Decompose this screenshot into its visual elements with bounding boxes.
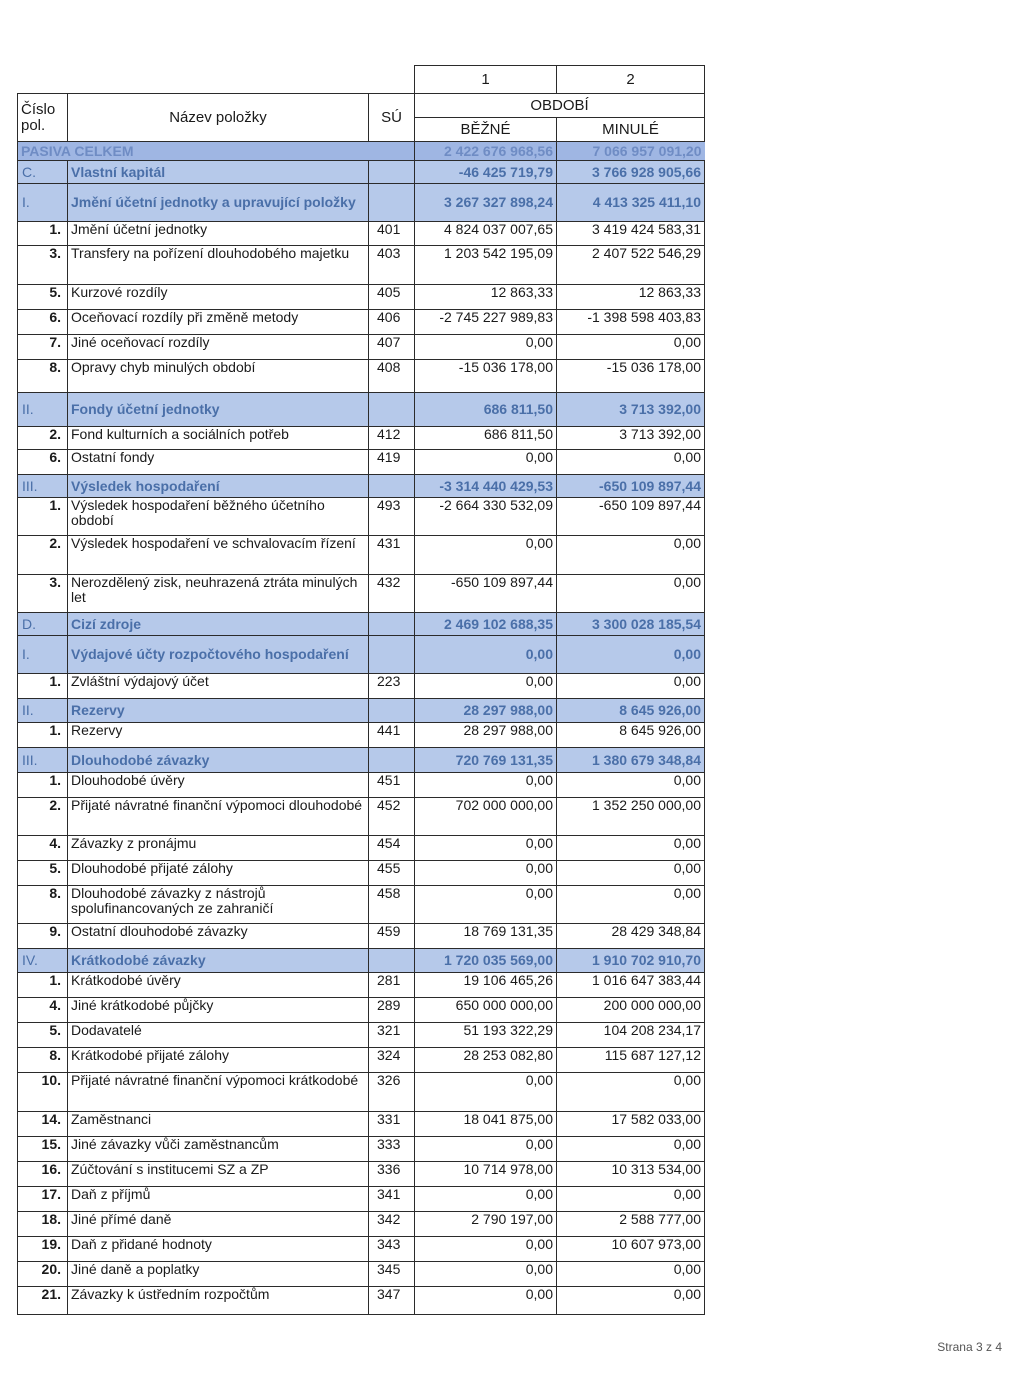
row-name: Přijaté návratné finanční výpomoci krátkodobé (68, 1073, 369, 1112)
value-bezne: -650 109 897,44 (415, 575, 557, 613)
value-minule: 3 419 424 583,31 (557, 222, 705, 246)
table-row (18, 1212, 705, 1237)
row-su: 326 (369, 1073, 415, 1112)
row-name: Oceňovací rozdíly při změně metody (68, 310, 369, 335)
row-su: 405 (369, 285, 415, 310)
row-number: 3. (18, 246, 68, 285)
row-su: 401 (369, 222, 415, 246)
value-bezne: 3 267 327 898,24 (415, 184, 557, 222)
value-minule: 8 645 926,00 (557, 699, 705, 723)
table-row (18, 1048, 705, 1073)
value-bezne: 0,00 (415, 886, 557, 924)
section-row (18, 949, 705, 973)
value-minule: 0,00 (557, 1137, 705, 1162)
row-name: Přijaté návratné finanční výpomoci dlouhodobé (68, 798, 369, 836)
row-name: Rezervy (68, 699, 369, 723)
row-number: 8. (18, 1048, 68, 1073)
table-row (18, 285, 705, 310)
table-row (18, 674, 705, 699)
row-su (369, 699, 415, 723)
table-row (18, 498, 705, 536)
value-minule: -1 398 598 403,83 (557, 310, 705, 335)
row-name: Dlouhodobé závazky z nástrojů spolufinancovaných ze zahraničí (68, 886, 369, 924)
table-row (18, 1112, 705, 1137)
value-bezne: -15 036 178,00 (415, 360, 557, 393)
row-name: Jiné přímé daně (68, 1212, 369, 1237)
row-number: 5. (18, 861, 68, 886)
balance-sheet (17, 65, 705, 1315)
row-name: Krátkodobé přijaté zálohy (68, 1048, 369, 1073)
row-su: 412 (369, 427, 415, 450)
row-su: 324 (369, 1048, 415, 1073)
value-minule: 0,00 (557, 335, 705, 360)
row-su (369, 184, 415, 222)
value-minule: 0,00 (557, 1073, 705, 1112)
value-bezne: 720 769 131,35 (415, 748, 557, 773)
table-row (18, 861, 705, 886)
row-number: 1. (18, 222, 68, 246)
value-bezne: -46 425 719,79 (415, 161, 557, 184)
table-row (18, 427, 705, 450)
row-number: 8. (18, 886, 68, 924)
row-number: 19. (18, 1237, 68, 1262)
value-bezne: 0,00 (415, 861, 557, 886)
row-su: 223 (369, 674, 415, 699)
section-row (18, 636, 705, 674)
table-row (18, 536, 705, 575)
row-su (369, 613, 415, 636)
row-number: 1. (18, 498, 68, 536)
row-su: 342 (369, 1212, 415, 1237)
row-su: 347 (369, 1287, 415, 1315)
row-number: 7. (18, 335, 68, 360)
value-bezne: 1 720 035 569,00 (415, 949, 557, 973)
value-minule: 115 687 127,12 (557, 1048, 705, 1073)
value-minule: 200 000 000,00 (557, 998, 705, 1023)
row-name: Dlouhodobé úvěry (68, 773, 369, 798)
table-row (18, 310, 705, 335)
value-minule: 2 407 522 546,29 (557, 246, 705, 285)
row-name: Jiné oceňovací rozdíly (68, 335, 369, 360)
row-name: Daň z přidané hodnoty (68, 1237, 369, 1262)
row-name: Výsledek hospodaření (68, 475, 369, 498)
row-su: 431 (369, 536, 415, 575)
row-name: Výsledek hospodaření ve schvalovacím řízení (68, 536, 369, 575)
value-bezne: 686 811,50 (415, 393, 557, 427)
row-name: Ostatní dlouhodobé závazky (68, 924, 369, 949)
row-number: II. (18, 393, 68, 427)
section-row (18, 613, 705, 636)
section-row (18, 699, 705, 723)
table-row (18, 1187, 705, 1212)
value-bezne: 0,00 (415, 1262, 557, 1287)
value-minule: 10 607 973,00 (557, 1237, 705, 1262)
row-number: 14. (18, 1112, 68, 1137)
row-name: Dodavatelé (68, 1023, 369, 1048)
value-bezne: 0,00 (415, 674, 557, 699)
table-row (18, 360, 705, 393)
row-number: I. (18, 636, 68, 674)
value-minule: 1 910 702 910,70 (557, 949, 705, 973)
row-name: Výdajové účty rozpočtového hospodaření (68, 636, 369, 674)
row-su: 451 (369, 773, 415, 798)
value-bezne: 2 469 102 688,35 (415, 613, 557, 636)
row-number: 1. (18, 973, 68, 998)
value-bezne: 28 253 082,80 (415, 1048, 557, 1073)
header-obdobi: OBDOBÍ (415, 94, 705, 118)
value-minule: 0,00 (557, 861, 705, 886)
value-minule: 12 863,33 (557, 285, 705, 310)
row-su: 321 (369, 1023, 415, 1048)
row-su: 455 (369, 861, 415, 886)
row-su: 341 (369, 1187, 415, 1212)
value-bezne: 0,00 (415, 335, 557, 360)
row-name: Opravy chyb minulých období (68, 360, 369, 393)
value-minule: 0,00 (557, 536, 705, 575)
value-minule: 3 766 928 905,66 (557, 161, 705, 184)
value-bezne: 4 824 037 007,65 (415, 222, 557, 246)
value-minule: 8 645 926,00 (557, 723, 705, 748)
row-su: 452 (369, 798, 415, 836)
table-row (18, 998, 705, 1023)
row-su (369, 949, 415, 973)
value-bezne: 702 000 000,00 (415, 798, 557, 836)
column-2-number: 2 (557, 66, 705, 94)
row-number: 20. (18, 1262, 68, 1287)
row-name: Jiné závazky vůči zaměstnancům (68, 1137, 369, 1162)
value-minule: -650 109 897,44 (557, 475, 705, 498)
row-number: 3. (18, 575, 68, 613)
row-su: 408 (369, 360, 415, 393)
row-su (369, 748, 415, 773)
row-number: 15. (18, 1137, 68, 1162)
row-su (369, 393, 415, 427)
row-su: 419 (369, 450, 415, 475)
value-bezne: 28 297 988,00 (415, 723, 557, 748)
value-minule: 0,00 (557, 636, 705, 674)
header-cislo-pol: Číslo pol. (18, 94, 68, 142)
value-minule: 0,00 (557, 1262, 705, 1287)
row-number: 5. (18, 1023, 68, 1048)
value-bezne: 0,00 (415, 1187, 557, 1212)
header-minule: MINULÉ (557, 118, 705, 142)
row-number: 18. (18, 1212, 68, 1237)
table-row (18, 836, 705, 861)
value-bezne: 2 422 676 968,56 (415, 142, 557, 161)
row-su: 281 (369, 973, 415, 998)
row-number: 1. (18, 723, 68, 748)
row-number: 4. (18, 998, 68, 1023)
table-row (18, 575, 705, 613)
value-minule: 2 588 777,00 (557, 1212, 705, 1237)
value-bezne: -2 664 330 532,09 (415, 498, 557, 536)
value-bezne: 0,00 (415, 450, 557, 475)
table-row (18, 798, 705, 836)
value-minule: 0,00 (557, 1187, 705, 1212)
value-bezne: 12 863,33 (415, 285, 557, 310)
row-su: 458 (369, 886, 415, 924)
row-su: 406 (369, 310, 415, 335)
row-number: 5. (18, 285, 68, 310)
table-row (18, 886, 705, 924)
table-row (18, 1262, 705, 1287)
value-bezne: 650 000 000,00 (415, 998, 557, 1023)
value-minule: 7 066 957 091,20 (557, 142, 705, 161)
row-name: Daň z příjmů (68, 1187, 369, 1212)
value-bezne: 0,00 (415, 1073, 557, 1112)
row-su: 343 (369, 1237, 415, 1262)
row-number: 17. (18, 1187, 68, 1212)
row-name: Fond kulturních a sociálních potřeb (68, 427, 369, 450)
row-name: Rezervy (68, 723, 369, 748)
row-name: Vlastní kapitál (68, 161, 369, 184)
row-su: 333 (369, 1137, 415, 1162)
value-bezne: 0,00 (415, 1287, 557, 1315)
value-minule: 0,00 (557, 575, 705, 613)
value-bezne: 1 203 542 195,09 (415, 246, 557, 285)
value-bezne: 19 106 465,26 (415, 973, 557, 998)
row-name: Fondy účetní jednotky (68, 393, 369, 427)
page-number: Strana 3 z 4 (937, 1340, 1002, 1354)
row-name: Zvláštní výdajový účet (68, 674, 369, 699)
row-name: Krátkodobé úvěry (68, 973, 369, 998)
row-number: 2. (18, 536, 68, 575)
section-row (18, 748, 705, 773)
value-minule: 3 300 028 185,54 (557, 613, 705, 636)
row-number: 2. (18, 427, 68, 450)
table-row (18, 1023, 705, 1048)
value-bezne: 0,00 (415, 836, 557, 861)
row-name: Jmění účetní jednotky (68, 222, 369, 246)
row-su (369, 161, 415, 184)
value-bezne: 686 811,50 (415, 427, 557, 450)
row-su: 331 (369, 1112, 415, 1137)
table-row (18, 973, 705, 998)
table-row (18, 1287, 705, 1315)
value-bezne: 0,00 (415, 1237, 557, 1262)
row-su (369, 475, 415, 498)
value-bezne: 0,00 (415, 1137, 557, 1162)
value-bezne: 28 297 988,00 (415, 699, 557, 723)
value-minule: 10 313 534,00 (557, 1162, 705, 1187)
row-name: Závazky k ústředním rozpočtům (68, 1287, 369, 1315)
row-name: Krátkodobé závazky (68, 949, 369, 973)
row-number: IV. (18, 949, 68, 973)
value-bezne: 18 769 131,35 (415, 924, 557, 949)
value-bezne: 18 041 875,00 (415, 1112, 557, 1137)
value-bezne: -3 314 440 429,53 (415, 475, 557, 498)
header-bezne: BĚŽNÉ (415, 118, 557, 142)
row-name: Dlouhodobé přijaté zálohy (68, 861, 369, 886)
row-number: 9. (18, 924, 68, 949)
value-minule: -15 036 178,00 (557, 360, 705, 393)
row-number: 10. (18, 1073, 68, 1112)
section-row (18, 393, 705, 427)
value-minule: 17 582 033,00 (557, 1112, 705, 1137)
value-minule: 1 352 250 000,00 (557, 798, 705, 836)
header-su: SÚ (369, 94, 415, 142)
value-bezne: 0,00 (415, 773, 557, 798)
row-name: Zúčtování s institucemi SZ a ZP (68, 1162, 369, 1187)
row-name: Nerozdělený zisk, neuhrazená ztráta minulých let (68, 575, 369, 613)
row-name: Výsledek hospodaření běžného účetního období (68, 498, 369, 536)
table-row (18, 924, 705, 949)
row-number: D. (18, 613, 68, 636)
row-su: 289 (369, 998, 415, 1023)
row-number: 6. (18, 450, 68, 475)
pasiva-table (17, 65, 705, 1315)
value-minule: 0,00 (557, 450, 705, 475)
value-minule: 0,00 (557, 836, 705, 861)
value-bezne: -2 745 227 989,83 (415, 310, 557, 335)
table-row (18, 335, 705, 360)
table-row (18, 723, 705, 748)
value-minule: 1 380 679 348,84 (557, 748, 705, 773)
value-bezne: 2 790 197,00 (415, 1212, 557, 1237)
value-minule: 1 016 647 383,44 (557, 973, 705, 998)
row-name: Ostatní fondy (68, 450, 369, 475)
row-name: Dlouhodobé závazky (68, 748, 369, 773)
row-number: 8. (18, 360, 68, 393)
value-bezne: 51 193 322,29 (415, 1023, 557, 1048)
row-name: Cizí zdroje (68, 613, 369, 636)
row-su: 407 (369, 335, 415, 360)
section-row (18, 184, 705, 222)
table-row (18, 1137, 705, 1162)
table-body (18, 142, 705, 1315)
row-name: Jiné daně a poplatky (68, 1262, 369, 1287)
row-name: Kurzové rozdíly (68, 285, 369, 310)
total-row (18, 142, 705, 161)
row-name: Závazky z pronájmu (68, 836, 369, 861)
row-su: 345 (369, 1262, 415, 1287)
value-minule: 0,00 (557, 886, 705, 924)
row-number: III. (18, 748, 68, 773)
row-su: 459 (369, 924, 415, 949)
row-number: 16. (18, 1162, 68, 1187)
row-number: 1. (18, 674, 68, 699)
table-row (18, 450, 705, 475)
row-name: Zaměstnanci (68, 1112, 369, 1137)
section-row (18, 161, 705, 184)
table-row (18, 773, 705, 798)
row-number: 4. (18, 836, 68, 861)
value-minule: 28 429 348,84 (557, 924, 705, 949)
section-row (18, 475, 705, 498)
value-minule: 4 413 325 411,10 (557, 184, 705, 222)
table-row (18, 1237, 705, 1262)
row-su: 432 (369, 575, 415, 613)
row-su: 454 (369, 836, 415, 861)
row-number: 1. (18, 773, 68, 798)
value-bezne: 0,00 (415, 536, 557, 575)
row-name: Jiné krátkodobé půjčky (68, 998, 369, 1023)
value-minule: 0,00 (557, 674, 705, 699)
value-minule: 0,00 (557, 773, 705, 798)
table-row (18, 246, 705, 285)
table-row (18, 222, 705, 246)
row-number: III. (18, 475, 68, 498)
value-minule: 104 208 234,17 (557, 1023, 705, 1048)
row-name: Transfery na pořízení dlouhodobého majetku (68, 246, 369, 285)
value-bezne: 0,00 (415, 636, 557, 674)
column-1-number: 1 (415, 66, 557, 94)
value-minule: 3 713 392,00 (557, 393, 705, 427)
table-row (18, 1162, 705, 1187)
row-su: 493 (369, 498, 415, 536)
value-minule: -650 109 897,44 (557, 498, 705, 536)
row-number: II. (18, 699, 68, 723)
row-name: Jmění účetní jednotky a upravující položky (68, 184, 369, 222)
value-minule: 3 713 392,00 (557, 427, 705, 450)
row-number: I. (18, 184, 68, 222)
row-su: 441 (369, 723, 415, 748)
row-number: 2. (18, 798, 68, 836)
row-name: PASIVA CELKEM (18, 142, 415, 161)
row-su (369, 636, 415, 674)
row-number: C. (18, 161, 68, 184)
row-number: 6. (18, 310, 68, 335)
value-minule: 0,00 (557, 1287, 705, 1315)
row-su: 403 (369, 246, 415, 285)
row-su: 336 (369, 1162, 415, 1187)
table-row (18, 1073, 705, 1112)
header-nazev-polozky: Název položky (68, 94, 369, 142)
value-bezne: 10 714 978,00 (415, 1162, 557, 1187)
row-number: 21. (18, 1287, 68, 1315)
